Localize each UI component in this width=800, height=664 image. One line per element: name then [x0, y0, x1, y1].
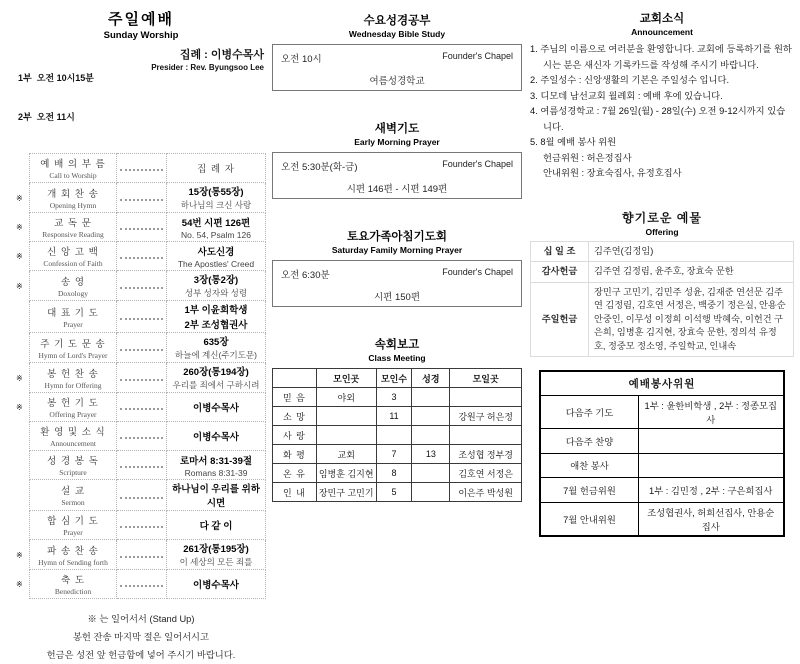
table-row: [540, 429, 784, 454]
row-title-ko: 합 심 기 도: [47, 516, 99, 527]
stand-mark: ※: [16, 281, 23, 291]
worship-row-offering-prayer: [16, 393, 266, 422]
cell: [450, 426, 522, 445]
row-content-2: 우리를 죄에서 구하시려: [172, 380, 260, 390]
header-attendance: 모인수: [376, 369, 412, 388]
sunday-worship-section: [16, 8, 266, 664]
stand-mark: [16, 451, 29, 480]
cell: 8: [376, 464, 412, 483]
dotted-leader: [117, 333, 167, 363]
church-news: [530, 10, 794, 182]
row-content-2: 성부 성자와 성령: [184, 288, 248, 298]
row-title-ko: 성 경 봉 독: [47, 456, 99, 467]
worship-row-responsive-reading: [16, 213, 266, 242]
worship-order-table: [16, 153, 266, 599]
section-box: [272, 152, 522, 199]
service-committee-table: [539, 370, 785, 537]
stand-mark: ※: [16, 252, 23, 261]
dotted-leader: [117, 153, 167, 183]
row-title-en: Sermon: [61, 498, 85, 507]
class-meeting-report: [272, 336, 522, 502]
row-title-en: Offering Prayer: [49, 410, 97, 419]
worship-row-doxology: [16, 271, 266, 301]
table-row: [273, 407, 522, 426]
cell: 소 망: [273, 407, 317, 426]
row-content-1: 260장(통194장): [183, 367, 249, 378]
cell: [412, 426, 450, 445]
cell: 이은주 박성원: [450, 483, 522, 502]
row-content-2: 하나님의 크신 사랑: [180, 200, 252, 210]
presider-en: Presider : Rev. Byungsoo Lee: [151, 63, 264, 72]
row-title-en: Hymn of Lord's Prayer: [38, 350, 108, 360]
worship-row-united-prayer: [16, 511, 266, 540]
dotted-leader: [117, 301, 167, 333]
early-morning-prayer: [272, 120, 522, 199]
class-meeting-table: [272, 368, 522, 502]
stand-mark: ※: [16, 373, 23, 383]
row-content-2: 하늘에 계신(주기도문): [175, 350, 257, 360]
worship-title: 주일예배: [108, 11, 174, 28]
row-title-en: Prayer: [63, 528, 83, 537]
dotted-leader: [117, 511, 167, 540]
cell: 장민구 고민기: [316, 483, 376, 502]
worship-row-sermon: [16, 480, 266, 511]
table-row: [540, 502, 784, 536]
cell: 사 랑: [273, 426, 317, 445]
meeting-time: 오전 6:30분: [281, 270, 330, 281]
cell: 믿 음: [273, 388, 317, 407]
stand-mark: [16, 153, 29, 183]
committee-members: 조성협권사, 허희선집사, 안용순집사: [638, 502, 784, 536]
section-title-en: Wednesday Bible Study: [348, 29, 446, 39]
presider: [151, 46, 264, 72]
committee-members: 1부 : 김민정 , 2부 : 구은희집사: [638, 478, 784, 503]
stand-mark: [16, 333, 29, 363]
wednesday-bible-study: [272, 12, 522, 91]
offering-type: 십 일 조: [531, 241, 589, 262]
offering-type: 주일헌금: [531, 282, 589, 357]
committee-members: 1부 : 윤한비학생 , 2부 : 정종모집사: [638, 396, 784, 429]
stand-mark: [16, 422, 29, 451]
offering-names: 김주연(김정임): [589, 241, 794, 262]
meeting-content: 시편 150편: [373, 292, 421, 303]
row-content-1: 635장: [203, 337, 229, 348]
row-title-en: Opening Hymn: [49, 200, 97, 210]
worship-row-opening-hymn: [16, 183, 266, 213]
cell: 13: [412, 445, 450, 464]
section-box: [272, 260, 522, 307]
stand-mark: ※: [16, 223, 23, 232]
row-title-en: Call to Worship: [49, 171, 97, 180]
class-meeting-title: 속회보고: [374, 339, 420, 351]
row-content-1: 이병수목사: [193, 580, 239, 591]
header-place-met: 모인곳: [316, 369, 376, 388]
announcement-list: [530, 42, 794, 182]
dotted-leader: [117, 451, 167, 480]
row-title-ko: 대 표 기 도: [47, 307, 99, 319]
dotted-leader: [117, 540, 167, 570]
row-title-ko: 신 앙 고 백: [47, 247, 99, 258]
cell: 임병훈 김지현: [316, 464, 376, 483]
table-row: [273, 483, 522, 502]
stand-mark: [16, 480, 29, 511]
cell: [412, 483, 450, 502]
announcement-subitem: 안내위원 : 장효숙집사, 유정호집사: [543, 168, 682, 178]
offering-names: 김주연 김정림, 윤주호, 장효숙 문한: [589, 262, 794, 283]
row-content-1: 54번 시편 126편: [181, 217, 251, 229]
table-header-row: [273, 369, 522, 388]
row-title-en: Announcement: [50, 439, 96, 448]
dotted-leader: [117, 213, 167, 242]
worship-row-offering-hymn: [16, 363, 266, 393]
news-title-en: Announcement: [631, 27, 693, 37]
worship-row-benediction: [16, 570, 266, 599]
row-content-1: 이병수목사: [193, 432, 239, 443]
table-row: [531, 262, 794, 283]
footnote-offering-2: 헌금은 성전 앞 헌금함에 넣어 주시기 바랍니다.: [46, 650, 236, 660]
cell: 강원구 허은정: [450, 407, 522, 426]
footnote-offering-1: 봉헌 잔송 마지막 절은 일어서시고: [72, 632, 210, 642]
row-title-ko: 예 배 의 부 름: [40, 159, 106, 170]
header-blank: [273, 369, 317, 388]
row-content-1: 사도신경: [197, 246, 235, 258]
news-title: 교회소식: [639, 13, 685, 25]
presider-ko: 집례 : 이병수목사: [179, 49, 264, 61]
cell: [316, 426, 376, 445]
row-content-1: 로마서 8:31-39절: [179, 455, 253, 467]
row-title-ko: 송 영: [61, 276, 85, 288]
meeting-content: 시편 146편 - 시편 149편: [346, 184, 448, 195]
offering-type: 감사헌금: [531, 262, 589, 283]
cell: [316, 407, 376, 426]
worship-row-scripture: [16, 451, 266, 480]
dotted-leader: [117, 242, 167, 271]
table-row: [540, 453, 784, 478]
footnote-stand-up: ※ 는 일어서서 (Stand Up): [87, 614, 195, 624]
stand-mark: [16, 511, 29, 540]
row-title-en: Responsive Reading: [42, 230, 104, 239]
announcement-item: 5. 8월 예배 봉사 위원: [530, 137, 617, 147]
header-bible: 성경: [412, 369, 450, 388]
cell: 김호연 서정은: [450, 464, 522, 483]
meeting-place: Founder's Chapel: [442, 51, 513, 61]
committee-role: 다음주 찬양: [540, 429, 638, 454]
row-title-en: Hymn for Offering: [44, 380, 102, 390]
worship-row-sending-hymn: [16, 540, 266, 570]
cell: 교회: [316, 445, 376, 464]
announcement-item: 1. 주님의 이름으로 여러분을 환영합니다. 교회에 등록하기를 원하시는 분은 새신자 기록카드를 작성해 주시기 바랍니다.: [530, 44, 792, 70]
committee-role: 다음주 기도: [540, 396, 638, 429]
cell: 온 유: [273, 464, 317, 483]
row-content-2: 이 세상의 모든 죄를: [179, 557, 253, 567]
news-offering-section: [530, 10, 794, 537]
worship-title-en: Sunday Worship: [103, 30, 179, 41]
cell: [412, 407, 450, 426]
row-content-1: 1부 이윤희학생: [184, 305, 248, 316]
cell: [376, 426, 412, 445]
row-title-ko: 환 영 및 소 식: [40, 427, 106, 438]
cell: 3: [376, 388, 412, 407]
dotted-leader: [117, 393, 167, 422]
row-content-1: 261장(통195장): [183, 544, 249, 555]
stand-mark: ※: [16, 193, 23, 203]
offering-title: 향기로운 예물: [622, 210, 702, 225]
section-title: 토요가족아침기도회: [347, 231, 447, 243]
service-time-2: 2부 오전 11시: [18, 112, 75, 122]
table-row: [273, 426, 522, 445]
row-content-1: 하나님이 우리를 위하시면: [172, 484, 260, 509]
table-row: [273, 388, 522, 407]
meeting-time: 오전 5:30분(화-금): [281, 162, 358, 173]
row-title-ko: 봉 헌 찬 송: [47, 368, 99, 380]
meeting-place: Founder's Chapel: [442, 267, 513, 277]
worship-row-confession-of-faith: [16, 242, 266, 271]
row-content-2: 2부 조성협권사: [184, 320, 248, 331]
midweek-section: [272, 12, 522, 502]
committee-role: 애찬 봉사: [540, 453, 638, 478]
service-time-1: 1부 오전 10시15분: [18, 73, 94, 83]
committee-members: [638, 429, 784, 454]
stand-mark: ※: [16, 550, 23, 560]
cell: [412, 464, 450, 483]
cell: 야외: [316, 388, 376, 407]
section-title-en: Early Morning Prayer: [354, 137, 440, 147]
saturday-family-prayer: [272, 228, 522, 307]
announcement-item: 2. 주일성수 : 신앙생활의 기본은 주일성수 입니다.: [530, 75, 730, 85]
table-row: [540, 396, 784, 429]
worship-row-announcement: [16, 422, 266, 451]
row-title-en: Hymn of Sending forth: [38, 557, 108, 567]
row-content-1: 3장(통2장): [193, 275, 239, 286]
announcement-subitem: 헌금위원 : 허은정집사: [543, 152, 632, 163]
worship-row-prayer: [16, 301, 266, 333]
class-meeting-title-en: Class Meeting: [368, 353, 426, 363]
worship-row-call-to-worship: [16, 153, 266, 183]
row-title-ko: 설 교: [61, 486, 85, 497]
table-row: [531, 241, 794, 262]
row-title-ko: 봉 헌 기 도: [47, 398, 99, 409]
section-title-en: Saturday Family Morning Prayer: [331, 245, 463, 255]
header-next-place: 모일곳: [450, 369, 522, 388]
committee-members: [638, 453, 784, 478]
dotted-leader: [117, 570, 167, 599]
row-title-en: Scripture: [59, 468, 87, 477]
row-title-en: Confession of Faith: [43, 259, 103, 268]
table-row: [540, 478, 784, 503]
row-title-ko: 주 기 도 문 송: [40, 338, 106, 350]
dotted-leader: [117, 363, 167, 393]
row-content-2: Romans 8:31-39: [184, 467, 248, 478]
meeting-place: Founder's Chapel: [442, 159, 513, 169]
committee-role: 7월 안내위원: [540, 502, 638, 536]
table-row: [273, 445, 522, 464]
dotted-leader: [117, 480, 167, 511]
stand-mark: ※: [16, 580, 23, 589]
committee-role: 7월 헌금위원: [540, 478, 638, 503]
offering-table: [530, 241, 794, 358]
offering-section: [530, 209, 794, 358]
cell: [412, 388, 450, 407]
cell: 11: [376, 407, 412, 426]
meeting-time: 오전 10시: [281, 54, 322, 65]
row-title-ko: 축 도: [61, 575, 85, 586]
dotted-leader: [117, 183, 167, 213]
row-content-1: 다 같 이: [199, 521, 233, 532]
table-row: [273, 464, 522, 483]
cell: 7: [376, 445, 412, 464]
row-title-en: Benediction: [54, 587, 92, 596]
section-title: 수요성경공부: [363, 15, 431, 27]
cell: 조성협 정부경: [450, 445, 522, 464]
row-title-ko: 개 회 찬 송: [47, 188, 99, 200]
service-header: [16, 46, 266, 150]
worship-footnotes: [16, 610, 266, 664]
announcement-item: 3. 디모데 남선교회 월례회 : 예배 후에 있습니다.: [530, 90, 723, 101]
row-content-2: No. 54, Psalm 126: [181, 229, 251, 240]
committee-title: 예배봉사위원: [540, 371, 784, 396]
table-header-row: [540, 371, 784, 396]
section-box: [272, 44, 522, 91]
dotted-leader: [117, 271, 167, 301]
cell: [450, 388, 522, 407]
row-content-1: 이병수목사: [193, 403, 239, 414]
cell: 5: [376, 483, 412, 502]
section-title: 새벽기도: [374, 123, 420, 135]
service-times: [18, 46, 94, 150]
cell: 인 내: [273, 483, 317, 502]
row-title-en: Prayer: [63, 319, 83, 329]
stand-mark: ※: [16, 403, 23, 412]
dotted-leader: [117, 422, 167, 451]
table-row: [531, 282, 794, 357]
row-content-1: 집 례 자: [197, 164, 235, 175]
row-content-2: The Apostles' Creed: [177, 258, 255, 269]
row-content-1: 15장(통55장): [188, 187, 244, 198]
stand-mark: [16, 301, 29, 333]
worship-row-lords-prayer-hymn: [16, 333, 266, 363]
row-title-ko: 교 독 문: [54, 218, 92, 229]
row-title-en: Doxology: [58, 288, 88, 298]
announcement-item: 4. 여름성경학교 : 7월 26일(월) - 28일(수) 오전 9-12시까지 있습니다.: [530, 106, 786, 132]
meeting-content: 여름성경학교: [369, 76, 425, 87]
row-title-ko: 파 송 찬 송: [47, 545, 99, 557]
cell: 화 평: [273, 445, 317, 464]
offering-names: 장민구 고민기, 김민주 성윤, 김재준 연선문 김주연 김정림, 김호연 서정은, 백중기 정은실, 안용순 안중인, 이무성 이정희 이석행 박혜숙, 이헌건 구은희, 임병훈 김지현, 장효숙 문한, 정의석 유정호, 정중모 정소영, 주일학교, 인내속: [589, 282, 794, 357]
offering-title-en: Offering: [645, 226, 679, 237]
